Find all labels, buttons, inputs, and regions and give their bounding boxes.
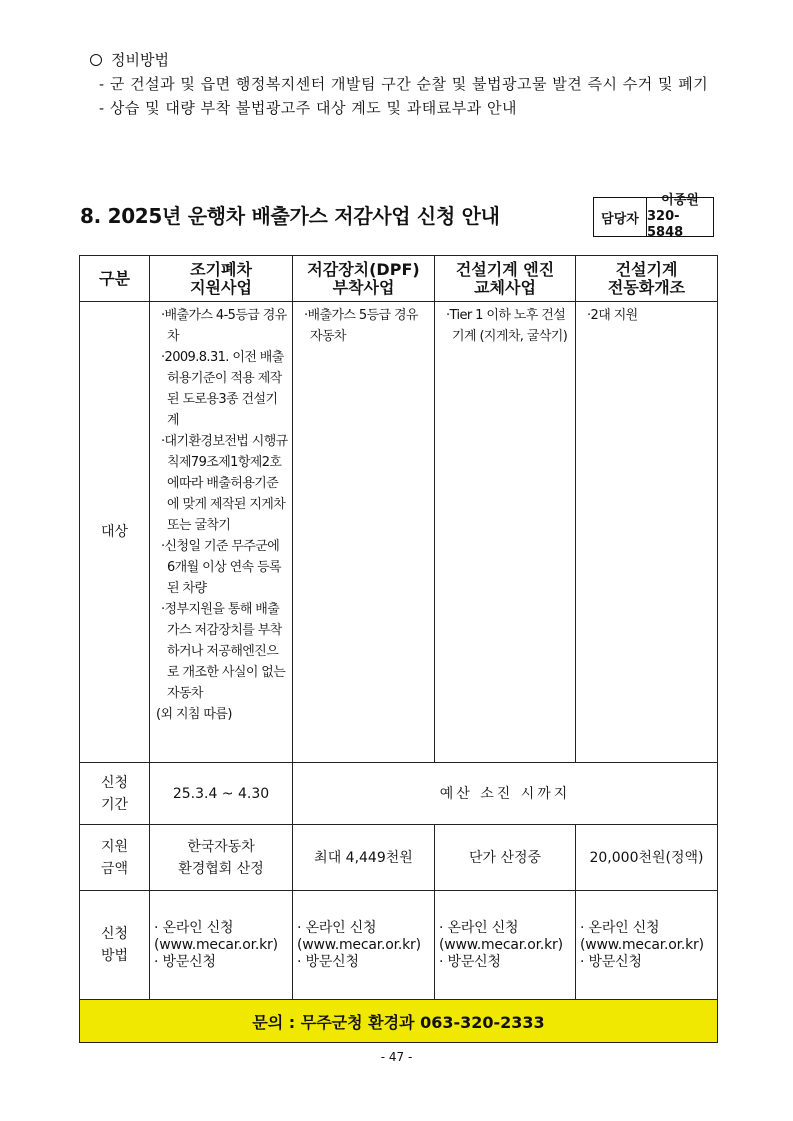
target-engine-replacement: ·Tier 1 이하 노후 건설기계 (지게차, 굴삭기) bbox=[435, 302, 576, 763]
method-engine-replacement: · 온라인 신청 (www.mecar.or.kr) · 방문신청 bbox=[435, 891, 576, 1000]
row-label-period: 신청 기간 bbox=[80, 763, 150, 825]
period-early-scrapping: 25.3.4 ~ 4.30 bbox=[150, 763, 293, 825]
maintenance-method-heading bbox=[90, 48, 730, 72]
table-row-period bbox=[80, 763, 718, 825]
page-number: - 47 - bbox=[380, 1050, 413, 1064]
maintenance-method-item: - 상습 및 대량 부착 불법광고주 대상 계도 및 과태료부과 안내 bbox=[99, 99, 518, 117]
row-label-target: 대상 bbox=[80, 302, 150, 763]
circle-bullet-icon bbox=[90, 54, 102, 66]
amount-dpf: 최대 4,449천원 bbox=[293, 825, 435, 891]
table-row-target bbox=[80, 302, 718, 763]
header-category: 구분 bbox=[80, 256, 150, 302]
header-electrification: 건설기계 전동화개조 bbox=[576, 256, 718, 302]
section-title: 8. 2025년 운행차 배출가스 저감사업 신청 안내 bbox=[80, 204, 500, 228]
target-early-scrapping: ·배출가스 4-5등급 경유차 ·2009.8.31. 이전 배출허용기준이 적용 제작된 도로용3종 건설기계 ·대기환경보전법 시행규칙제79조제1항제2호에따라 배출허용기준에 맞게 제작된 지게차 또는 굴착기 ·신청일 기준 무주군에 6개월 이상 연속 등록된 차량 ·정부지원을 통해 배출가스 저감장치를 부착하거나 저공해엔진으로 개조한 사실이 없는 자동차 (외 지침 따름) bbox=[150, 302, 293, 763]
method-electrification: · 온라인 신청 (www.mecar.or.kr) · 방문신청 bbox=[576, 891, 718, 1000]
contact-info bbox=[647, 193, 713, 240]
contact-label: 담당자 bbox=[594, 198, 647, 236]
maintenance-method-title: 정비방법 bbox=[111, 51, 169, 69]
table-header-row bbox=[80, 256, 718, 302]
contact-name: 이종원 bbox=[661, 193, 699, 208]
row-label-method: 신청 방법 bbox=[80, 891, 150, 1000]
table-footer-row bbox=[80, 1000, 718, 1043]
header-dpf: 저감장치(DPF) 부착사업 bbox=[293, 256, 435, 302]
amount-engine-replacement: 단가 산정중 bbox=[435, 825, 576, 891]
program-table bbox=[79, 255, 718, 1043]
header-early-scrapping: 조기폐차 지원사업 bbox=[150, 256, 293, 302]
table-row-amount bbox=[80, 825, 718, 891]
amount-electrification: 20,000천원(정액) bbox=[576, 825, 718, 891]
table-row-method bbox=[80, 891, 718, 1000]
header-engine-replacement: 건설기계 엔진 교체사업 bbox=[435, 256, 576, 302]
amount-early-scrapping: 한국자동차 환경협회 산정 bbox=[150, 825, 293, 891]
row-label-amount: 지원 금액 bbox=[80, 825, 150, 891]
contact-box bbox=[593, 193, 714, 240]
maintenance-method-item: - 군 건설과 및 읍면 행정복지센터 개발팀 구간 순찰 및 불법광고물 발견 즉시 수거 및 폐기 bbox=[99, 75, 709, 93]
period-others: 예산 소진 시까지 bbox=[293, 763, 718, 825]
method-dpf: · 온라인 신청 (www.mecar.or.kr) · 방문신청 bbox=[293, 891, 435, 1000]
target-electrification: ·2대 지원 bbox=[576, 302, 718, 763]
contact-phone: 320-5848 bbox=[647, 209, 684, 240]
inquiry-contact: 문의 : 무주군청 환경과 063-320-2333 bbox=[80, 1000, 718, 1043]
target-dpf: ·배출가스 5등급 경유 자동차 bbox=[293, 302, 435, 763]
maintenance-method-section bbox=[90, 48, 730, 120]
method-early-scrapping: · 온라인 신청 (www.mecar.or.kr) · 방문신청 bbox=[150, 891, 293, 1000]
